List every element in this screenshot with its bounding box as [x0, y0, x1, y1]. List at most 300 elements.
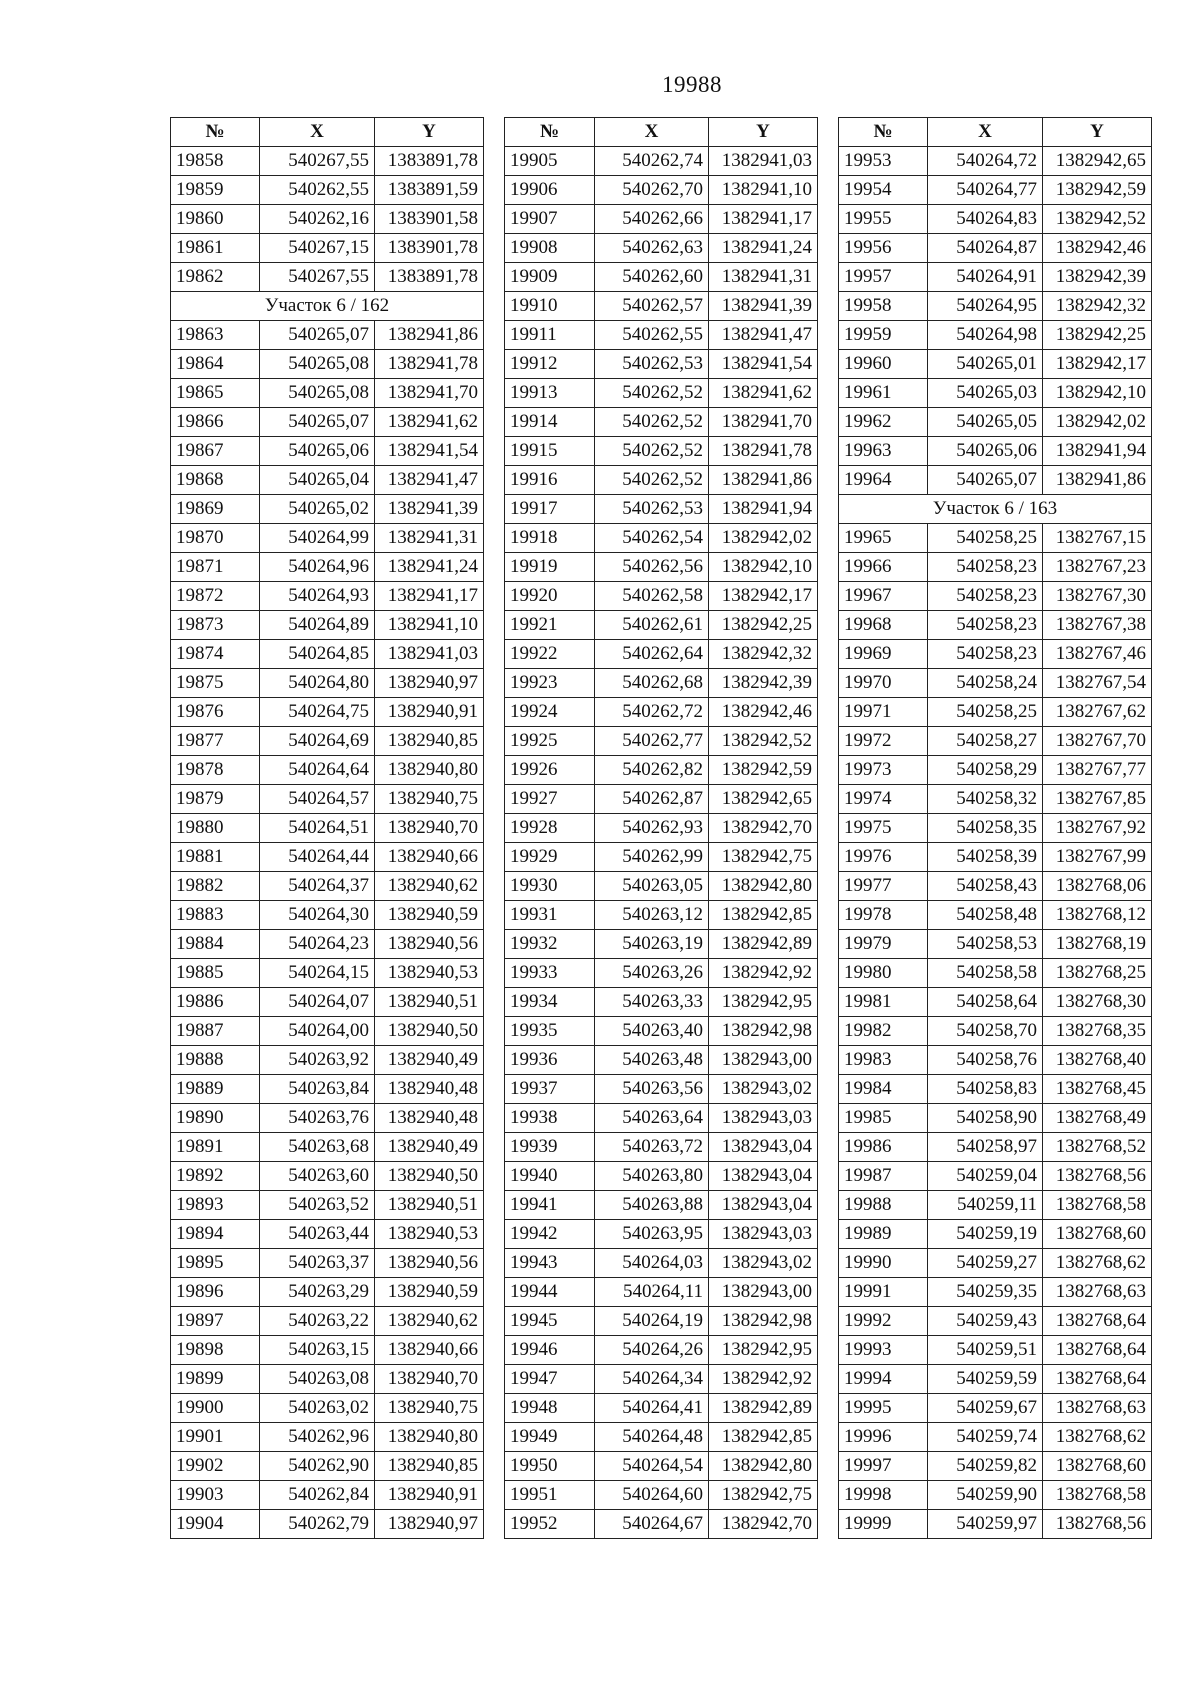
- y-coordinate-cell: 1382941,47: [709, 321, 818, 350]
- y-coordinate-cell: 1382942,46: [1043, 234, 1152, 263]
- y-coordinate-cell: 1382942,98: [709, 1017, 818, 1046]
- x-coordinate-cell: 540262,87: [595, 785, 709, 814]
- y-coordinate-cell: 1382768,58: [1043, 1191, 1152, 1220]
- point-number-cell: 19866: [171, 408, 260, 437]
- y-coordinate-cell: 1382942,70: [709, 814, 818, 843]
- x-coordinate-cell: 540258,76: [928, 1046, 1043, 1075]
- point-number-cell: 19881: [171, 843, 260, 872]
- x-coordinate-cell: 540264,51: [260, 814, 375, 843]
- header-y: Y: [375, 118, 484, 147]
- x-coordinate-cell: 540263,48: [595, 1046, 709, 1075]
- y-coordinate-cell: 1382942,25: [709, 611, 818, 640]
- x-coordinate-cell: 540264,41: [595, 1394, 709, 1423]
- y-coordinate-cell: 1382942,92: [709, 1365, 818, 1394]
- y-coordinate-cell: 1382943,00: [709, 1046, 818, 1075]
- y-coordinate-cell: 1382767,62: [1043, 698, 1152, 727]
- point-number-cell: 19960: [839, 350, 928, 379]
- y-coordinate-cell: 1382767,77: [1043, 756, 1152, 785]
- table-row: [505, 321, 818, 350]
- table-row: [505, 1510, 818, 1539]
- x-coordinate-cell: 540264,37: [260, 872, 375, 901]
- y-coordinate-cell: 1382940,85: [375, 727, 484, 756]
- x-coordinate-cell: 540262,52: [595, 408, 709, 437]
- table-row: [171, 350, 484, 379]
- point-number-cell: 19890: [171, 1104, 260, 1133]
- x-coordinate-cell: 540264,91: [928, 263, 1043, 292]
- x-coordinate-cell: 540259,35: [928, 1278, 1043, 1307]
- y-coordinate-cell: 1382942,02: [1043, 408, 1152, 437]
- table-row: [171, 872, 484, 901]
- table-row: [505, 1423, 818, 1452]
- table-row: [839, 1249, 1152, 1278]
- table-row: [505, 1075, 818, 1104]
- point-number-cell: 19941: [505, 1191, 595, 1220]
- table-row: [505, 263, 818, 292]
- point-number-cell: 19930: [505, 872, 595, 901]
- point-number-cell: 19921: [505, 611, 595, 640]
- x-coordinate-cell: 540263,76: [260, 1104, 375, 1133]
- point-number-cell: 19891: [171, 1133, 260, 1162]
- x-coordinate-cell: 540264,48: [595, 1423, 709, 1452]
- table-row: [505, 408, 818, 437]
- table-row: [839, 234, 1152, 263]
- table-row: [171, 1104, 484, 1133]
- x-coordinate-cell: 540262,55: [260, 176, 375, 205]
- point-number-cell: 19875: [171, 669, 260, 698]
- x-coordinate-cell: 540263,29: [260, 1278, 375, 1307]
- table-row: [171, 1510, 484, 1539]
- x-coordinate-cell: 540262,96: [260, 1423, 375, 1452]
- table-row: [505, 756, 818, 785]
- y-coordinate-cell: 1382941,24: [375, 553, 484, 582]
- y-coordinate-cell: 1382768,40: [1043, 1046, 1152, 1075]
- x-coordinate-cell: 540262,52: [595, 437, 709, 466]
- table-row: [839, 727, 1152, 756]
- point-number-cell: 19924: [505, 698, 595, 727]
- point-number-cell: 19883: [171, 901, 260, 930]
- x-coordinate-cell: 540267,55: [260, 147, 375, 176]
- y-coordinate-cell: 1382768,63: [1043, 1394, 1152, 1423]
- x-coordinate-cell: 540264,11: [595, 1278, 709, 1307]
- y-coordinate-cell: 1382768,52: [1043, 1133, 1152, 1162]
- y-coordinate-cell: 1382768,56: [1043, 1162, 1152, 1191]
- x-coordinate-cell: 540263,44: [260, 1220, 375, 1249]
- table-row: [839, 756, 1152, 785]
- point-number-cell: 19928: [505, 814, 595, 843]
- point-number-cell: 19885: [171, 959, 260, 988]
- point-number-cell: 19901: [171, 1423, 260, 1452]
- table-row: [171, 379, 484, 408]
- x-coordinate-cell: 540262,77: [595, 727, 709, 756]
- point-number-cell: 19955: [839, 205, 928, 234]
- x-coordinate-cell: 540262,54: [595, 524, 709, 553]
- table-row: [171, 1307, 484, 1336]
- x-coordinate-cell: 540258,23: [928, 640, 1043, 669]
- table-row: [505, 1481, 818, 1510]
- point-number-cell: 19895: [171, 1249, 260, 1278]
- table-row: [171, 1452, 484, 1481]
- y-coordinate-cell: 1382768,25: [1043, 959, 1152, 988]
- table-row: [839, 176, 1152, 205]
- table-row: [505, 1452, 818, 1481]
- point-number-cell: 19944: [505, 1278, 595, 1307]
- point-number-cell: 19884: [171, 930, 260, 959]
- point-number-cell: 19916: [505, 466, 595, 495]
- y-coordinate-cell: 1382941,86: [375, 321, 484, 350]
- x-coordinate-cell: 540262,66: [595, 205, 709, 234]
- point-number-cell: 19965: [839, 524, 928, 553]
- table-row: [839, 1046, 1152, 1075]
- point-number-cell: 19871: [171, 553, 260, 582]
- y-coordinate-cell: 1382940,85: [375, 1452, 484, 1481]
- table-row: [839, 843, 1152, 872]
- point-number-cell: 19958: [839, 292, 928, 321]
- table-row: [505, 205, 818, 234]
- point-number-cell: 19945: [505, 1307, 595, 1336]
- section-label: Участок 6 / 162: [171, 292, 484, 321]
- x-coordinate-cell: 540258,24: [928, 669, 1043, 698]
- y-coordinate-cell: 1382768,63: [1043, 1278, 1152, 1307]
- table-row: [839, 1510, 1152, 1539]
- x-coordinate-cell: 540263,52: [260, 1191, 375, 1220]
- table-row: [171, 1191, 484, 1220]
- x-coordinate-cell: 540258,70: [928, 1017, 1043, 1046]
- point-number-cell: 19937: [505, 1075, 595, 1104]
- point-number-cell: 19888: [171, 1046, 260, 1075]
- x-coordinate-cell: 540263,60: [260, 1162, 375, 1191]
- point-number-cell: 19894: [171, 1220, 260, 1249]
- y-coordinate-cell: 1382942,02: [709, 524, 818, 553]
- x-coordinate-cell: 540259,82: [928, 1452, 1043, 1481]
- point-number-cell: 19986: [839, 1133, 928, 1162]
- table-row: [839, 582, 1152, 611]
- table-row: [505, 843, 818, 872]
- table-row: [839, 1394, 1152, 1423]
- y-coordinate-cell: 1382941,24: [709, 234, 818, 263]
- y-coordinate-cell: 1382940,59: [375, 901, 484, 930]
- y-coordinate-cell: 1382942,92: [709, 959, 818, 988]
- y-coordinate-cell: 1382942,39: [709, 669, 818, 698]
- y-coordinate-cell: 1382768,58: [1043, 1481, 1152, 1510]
- x-coordinate-cell: 540259,59: [928, 1365, 1043, 1394]
- point-number-cell: 19878: [171, 756, 260, 785]
- point-number-cell: 19988: [839, 1191, 928, 1220]
- table-row: [505, 930, 818, 959]
- y-coordinate-cell: 1382943,04: [709, 1191, 818, 1220]
- x-coordinate-cell: 540264,26: [595, 1336, 709, 1365]
- y-coordinate-cell: 1382941,62: [709, 379, 818, 408]
- point-number-cell: 19934: [505, 988, 595, 1017]
- y-coordinate-cell: 1382940,66: [375, 843, 484, 872]
- table-row: [171, 437, 484, 466]
- y-coordinate-cell: 1382943,00: [709, 1278, 818, 1307]
- table-row: [171, 176, 484, 205]
- y-coordinate-cell: 1382942,65: [1043, 147, 1152, 176]
- coordinates-table-1: [170, 117, 484, 1539]
- y-coordinate-cell: 1382767,30: [1043, 582, 1152, 611]
- x-coordinate-cell: 540259,27: [928, 1249, 1043, 1278]
- table-row: [839, 1220, 1152, 1249]
- table-row: [505, 901, 818, 930]
- y-coordinate-cell: 1382768,49: [1043, 1104, 1152, 1133]
- table-row: [171, 1278, 484, 1307]
- y-coordinate-cell: 1383901,58: [375, 205, 484, 234]
- table-row: [171, 611, 484, 640]
- table-row: [839, 1278, 1152, 1307]
- x-coordinate-cell: 540264,15: [260, 959, 375, 988]
- x-coordinate-cell: 540259,74: [928, 1423, 1043, 1452]
- point-number-cell: 19929: [505, 843, 595, 872]
- point-number-cell: 19906: [505, 176, 595, 205]
- y-coordinate-cell: 1382943,04: [709, 1162, 818, 1191]
- table-row: [171, 263, 484, 292]
- x-coordinate-cell: 540262,72: [595, 698, 709, 727]
- table-row: [505, 495, 818, 524]
- point-number-cell: 19909: [505, 263, 595, 292]
- point-number-cell: 19869: [171, 495, 260, 524]
- table-row: [839, 1162, 1152, 1191]
- x-coordinate-cell: 540258,90: [928, 1104, 1043, 1133]
- point-number-cell: 19868: [171, 466, 260, 495]
- table-row: [171, 466, 484, 495]
- point-number-cell: 19961: [839, 379, 928, 408]
- section-label: Участок 6 / 163: [839, 495, 1152, 524]
- table-row: [505, 1104, 818, 1133]
- header-x: X: [928, 118, 1043, 147]
- point-number-cell: 19977: [839, 872, 928, 901]
- table-row: [171, 814, 484, 843]
- x-coordinate-cell: 540259,19: [928, 1220, 1043, 1249]
- table-row: [839, 321, 1152, 350]
- y-coordinate-cell: 1382943,02: [709, 1075, 818, 1104]
- point-number-cell: 19998: [839, 1481, 928, 1510]
- y-coordinate-cell: 1382942,89: [709, 1394, 818, 1423]
- point-number-cell: 19979: [839, 930, 928, 959]
- point-number-cell: 19873: [171, 611, 260, 640]
- point-number-cell: 19990: [839, 1249, 928, 1278]
- y-coordinate-cell: 1382942,17: [709, 582, 818, 611]
- point-number-cell: 19971: [839, 698, 928, 727]
- x-coordinate-cell: 540262,64: [595, 640, 709, 669]
- point-number-cell: 19861: [171, 234, 260, 263]
- x-coordinate-cell: 540263,88: [595, 1191, 709, 1220]
- y-coordinate-cell: 1382768,64: [1043, 1336, 1152, 1365]
- table-row: [505, 872, 818, 901]
- y-coordinate-cell: 1382768,12: [1043, 901, 1152, 930]
- header-number: №: [171, 118, 260, 147]
- point-number-cell: 19863: [171, 321, 260, 350]
- table-row: [171, 1162, 484, 1191]
- y-coordinate-cell: 1382768,64: [1043, 1365, 1152, 1394]
- x-coordinate-cell: 540263,56: [595, 1075, 709, 1104]
- table-row: [839, 524, 1152, 553]
- y-coordinate-cell: 1382940,51: [375, 1191, 484, 1220]
- point-number-cell: 19966: [839, 553, 928, 582]
- y-coordinate-cell: 1382768,60: [1043, 1220, 1152, 1249]
- table-row: [171, 1017, 484, 1046]
- y-coordinate-cell: 1382767,46: [1043, 640, 1152, 669]
- x-coordinate-cell: 540258,39: [928, 843, 1043, 872]
- header-number: №: [839, 118, 928, 147]
- point-number-cell: 19920: [505, 582, 595, 611]
- y-coordinate-cell: 1382768,64: [1043, 1307, 1152, 1336]
- point-number-cell: 19900: [171, 1394, 260, 1423]
- point-number-cell: 19904: [171, 1510, 260, 1539]
- table-row: [171, 1481, 484, 1510]
- table-row: [171, 147, 484, 176]
- x-coordinate-cell: 540259,11: [928, 1191, 1043, 1220]
- x-coordinate-cell: 540265,03: [928, 379, 1043, 408]
- table-row: [171, 234, 484, 263]
- x-coordinate-cell: 540262,56: [595, 553, 709, 582]
- table-header-row: [505, 118, 818, 147]
- table-row: [505, 1394, 818, 1423]
- y-coordinate-cell: 1382942,10: [1043, 379, 1152, 408]
- x-coordinate-cell: 540267,15: [260, 234, 375, 263]
- table-row: [505, 727, 818, 756]
- table-row: [839, 669, 1152, 698]
- table-row: [171, 843, 484, 872]
- x-coordinate-cell: 540264,03: [595, 1249, 709, 1278]
- y-coordinate-cell: 1382941,86: [709, 466, 818, 495]
- table-row: [171, 1220, 484, 1249]
- point-number-cell: 19889: [171, 1075, 260, 1104]
- table-row: [839, 1452, 1152, 1481]
- y-coordinate-cell: 1382942,75: [709, 843, 818, 872]
- point-number-cell: 19942: [505, 1220, 595, 1249]
- x-coordinate-cell: 540264,64: [260, 756, 375, 785]
- x-coordinate-cell: 540259,90: [928, 1481, 1043, 1510]
- table-row: [171, 205, 484, 234]
- point-number-cell: 19981: [839, 988, 928, 1017]
- x-coordinate-cell: 540262,16: [260, 205, 375, 234]
- y-coordinate-cell: 1382940,75: [375, 785, 484, 814]
- table-row: [839, 959, 1152, 988]
- x-coordinate-cell: 540264,98: [928, 321, 1043, 350]
- table-row: [505, 785, 818, 814]
- point-number-cell: 19972: [839, 727, 928, 756]
- x-coordinate-cell: 540264,77: [928, 176, 1043, 205]
- y-coordinate-cell: 1382942,52: [1043, 205, 1152, 234]
- y-coordinate-cell: 1382941,86: [1043, 466, 1152, 495]
- y-coordinate-cell: 1382941,17: [709, 205, 818, 234]
- point-number-cell: 19976: [839, 843, 928, 872]
- table-row: [505, 1162, 818, 1191]
- x-coordinate-cell: 540262,55: [595, 321, 709, 350]
- table-row: [839, 930, 1152, 959]
- table-row: [171, 640, 484, 669]
- point-number-cell: 19880: [171, 814, 260, 843]
- x-coordinate-cell: 540264,19: [595, 1307, 709, 1336]
- x-coordinate-cell: 540263,68: [260, 1133, 375, 1162]
- point-number-cell: 19917: [505, 495, 595, 524]
- y-coordinate-cell: 1382942,80: [709, 1452, 818, 1481]
- point-number-cell: 19989: [839, 1220, 928, 1249]
- x-coordinate-cell: 540264,07: [260, 988, 375, 1017]
- table-row: [839, 1481, 1152, 1510]
- y-coordinate-cell: 1382941,54: [709, 350, 818, 379]
- table-row: [505, 1249, 818, 1278]
- header-number: №: [505, 118, 595, 147]
- y-coordinate-cell: 1382940,70: [375, 1365, 484, 1394]
- point-number-cell: 19983: [839, 1046, 928, 1075]
- point-number-cell: 19995: [839, 1394, 928, 1423]
- point-number-cell: 19870: [171, 524, 260, 553]
- x-coordinate-cell: 540263,05: [595, 872, 709, 901]
- table-row: [505, 669, 818, 698]
- y-coordinate-cell: 1382941,78: [375, 350, 484, 379]
- x-coordinate-cell: 540262,52: [595, 379, 709, 408]
- point-number-cell: 19898: [171, 1336, 260, 1365]
- x-coordinate-cell: 540264,95: [928, 292, 1043, 321]
- y-coordinate-cell: 1382940,91: [375, 698, 484, 727]
- point-number-cell: 19927: [505, 785, 595, 814]
- point-number-cell: 19918: [505, 524, 595, 553]
- y-coordinate-cell: 1382941,10: [375, 611, 484, 640]
- y-coordinate-cell: 1382941,39: [709, 292, 818, 321]
- point-number-cell: 19874: [171, 640, 260, 669]
- y-coordinate-cell: 1382941,70: [709, 408, 818, 437]
- table-row: [839, 611, 1152, 640]
- y-coordinate-cell: 1382941,10: [709, 176, 818, 205]
- table-row: [171, 959, 484, 988]
- y-coordinate-cell: 1382768,35: [1043, 1017, 1152, 1046]
- x-coordinate-cell: 540265,04: [260, 466, 375, 495]
- table-row: [839, 437, 1152, 466]
- x-coordinate-cell: 540263,19: [595, 930, 709, 959]
- point-number-cell: 19893: [171, 1191, 260, 1220]
- table-row: [505, 1365, 818, 1394]
- x-coordinate-cell: 540262,53: [595, 495, 709, 524]
- table-row: [839, 640, 1152, 669]
- table-row: [505, 1278, 818, 1307]
- table-row: [839, 901, 1152, 930]
- y-coordinate-cell: 1382940,50: [375, 1017, 484, 1046]
- point-number-cell: 19923: [505, 669, 595, 698]
- section-row: [171, 292, 484, 321]
- point-number-cell: 19999: [839, 1510, 928, 1539]
- point-number-cell: 19939: [505, 1133, 595, 1162]
- y-coordinate-cell: 1382940,97: [375, 1510, 484, 1539]
- y-coordinate-cell: 1382941,62: [375, 408, 484, 437]
- header-x: X: [595, 118, 709, 147]
- point-number-cell: 19974: [839, 785, 928, 814]
- table-row: [171, 1365, 484, 1394]
- point-number-cell: 19967: [839, 582, 928, 611]
- point-number-cell: 19897: [171, 1307, 260, 1336]
- y-coordinate-cell: 1383891,78: [375, 263, 484, 292]
- point-number-cell: 19936: [505, 1046, 595, 1075]
- point-number-cell: 19876: [171, 698, 260, 727]
- table-row: [505, 1336, 818, 1365]
- point-number-cell: 19996: [839, 1423, 928, 1452]
- x-coordinate-cell: 540265,07: [928, 466, 1043, 495]
- y-coordinate-cell: 1382940,80: [375, 756, 484, 785]
- x-coordinate-cell: 540258,29: [928, 756, 1043, 785]
- x-coordinate-cell: 540262,84: [260, 1481, 375, 1510]
- x-coordinate-cell: 540265,08: [260, 379, 375, 408]
- point-number-cell: 19879: [171, 785, 260, 814]
- x-coordinate-cell: 540262,57: [595, 292, 709, 321]
- y-coordinate-cell: 1382941,17: [375, 582, 484, 611]
- y-coordinate-cell: 1382940,56: [375, 930, 484, 959]
- point-number-cell: 19933: [505, 959, 595, 988]
- table-row: [171, 988, 484, 1017]
- point-number-cell: 19940: [505, 1162, 595, 1191]
- table-row: [505, 553, 818, 582]
- x-coordinate-cell: 540264,44: [260, 843, 375, 872]
- y-coordinate-cell: 1382942,59: [1043, 176, 1152, 205]
